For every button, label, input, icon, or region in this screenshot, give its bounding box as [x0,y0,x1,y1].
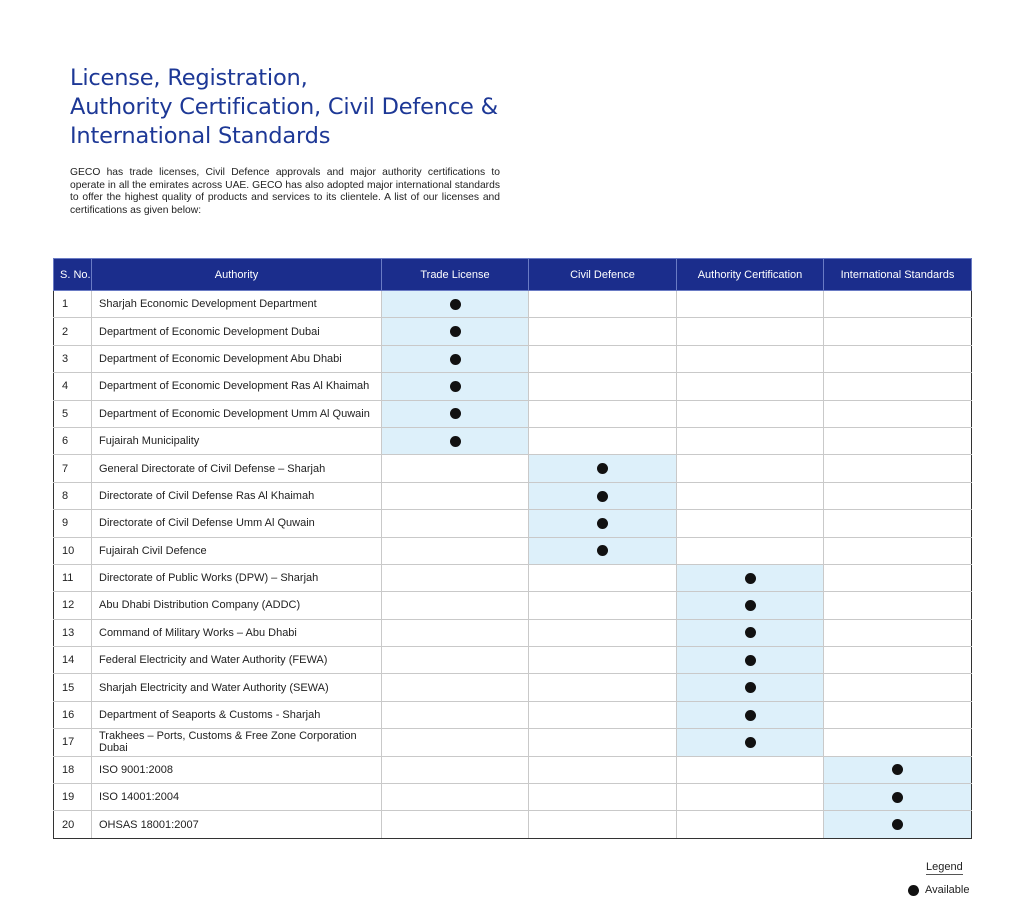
authority-certification-cell [677,345,824,372]
table-row [54,373,972,400]
authority-name: Federal Electricity and Water Authority (FEWA) [92,647,382,674]
title-line-1: License, Registration, [70,65,308,91]
available-dot-icon [450,436,461,447]
authority-certification-cell [677,510,824,537]
civil-defence-cell [529,619,677,646]
header-international-standards: International Standards [824,259,972,291]
authority-name: Directorate of Civil Defense Ras Al Khaimah [92,482,382,509]
table-row [54,701,972,728]
trade-license-cell [382,784,529,811]
header-trade-license: Trade License [382,259,529,291]
international-standards-cell [824,400,972,427]
table-row [54,455,972,482]
international-standards-cell [824,427,972,454]
row-number: 20 [54,811,92,838]
trade-license-cell [382,400,529,427]
civil-defence-cell [529,345,677,372]
authority-certification-cell [677,400,824,427]
civil-defence-cell [529,647,677,674]
table-row [54,318,972,345]
authority-name: Trakhees – Ports, Customs & Free Zone Corporation Dubai [92,729,382,756]
authority-name: Department of Economic Development Dubai [92,318,382,345]
authority-name: ISO 9001:2008 [92,756,382,783]
legend-available-label: Available [925,884,970,896]
authority-name: Directorate of Public Works (DPW) – Sharjah [92,564,382,591]
trade-license-cell [382,592,529,619]
international-standards-cell [824,455,972,482]
authority-name: Sharjah Electricity and Water Authority (SEWA) [92,674,382,701]
available-dot-icon [597,491,608,502]
authority-name: Abu Dhabi Distribution Company (ADDC) [92,592,382,619]
table-row [54,592,972,619]
civil-defence-cell [529,373,677,400]
trade-license-cell [382,756,529,783]
row-number: 19 [54,784,92,811]
trade-license-cell [382,811,529,838]
trade-license-cell [382,345,529,372]
legend-title: Legend [926,861,963,873]
authority-name: Fujairah Civil Defence [92,537,382,564]
available-dot-icon [745,627,756,638]
available-dot-icon [745,573,756,584]
available-dot-icon [450,354,461,365]
authority-certification-cell [677,674,824,701]
civil-defence-cell [529,455,677,482]
civil-defence-cell [529,784,677,811]
civil-defence-cell [529,400,677,427]
certification-table [53,258,972,839]
authority-name: Fujairah Municipality [92,427,382,454]
civil-defence-cell [529,427,677,454]
table-header-row [54,259,972,291]
available-dot-icon [745,737,756,748]
trade-license-cell [382,427,529,454]
filled-circle-icon [908,885,919,896]
trade-license-cell [382,701,529,728]
legend-item-available [908,884,969,896]
trade-license-cell [382,482,529,509]
international-standards-cell [824,373,972,400]
available-dot-icon [597,463,608,474]
authority-name: Department of Economic Development Umm Al Quwain [92,400,382,427]
table-row [54,291,972,318]
trade-license-cell [382,564,529,591]
row-number: 7 [54,455,92,482]
international-standards-cell [824,619,972,646]
international-standards-cell [824,674,972,701]
authority-certification-cell [677,291,824,318]
row-number: 8 [54,482,92,509]
available-dot-icon [597,518,608,529]
trade-license-cell [382,373,529,400]
row-number: 2 [54,318,92,345]
trade-license-cell [382,318,529,345]
international-standards-cell [824,510,972,537]
trade-license-cell [382,674,529,701]
row-number: 17 [54,729,92,756]
table-row [54,564,972,591]
row-number: 10 [54,537,92,564]
authority-certification-cell [677,811,824,838]
table-body [54,291,972,839]
civil-defence-cell [529,592,677,619]
available-dot-icon [450,326,461,337]
civil-defence-cell [529,811,677,838]
authority-certification-cell [677,537,824,564]
international-standards-cell [824,318,972,345]
available-dot-icon [892,792,903,803]
row-number: 9 [54,510,92,537]
row-number: 14 [54,647,92,674]
intro-paragraph: GECO has trade licenses, Civil Defence approvals and major authority certifications to operate in all the emirates across UAE. GECO has also adopted major international standards to offer the highest quality of products and services to its clientele. A list of our licenses and certifications as given below: [70,167,500,216]
civil-defence-cell [529,537,677,564]
international-standards-cell [824,482,972,509]
civil-defence-cell [529,510,677,537]
title-line-3: International Standards [70,123,331,149]
civil-defence-cell [529,318,677,345]
row-number: 15 [54,674,92,701]
row-number: 16 [54,701,92,728]
available-dot-icon [450,299,461,310]
civil-defence-cell [529,291,677,318]
civil-defence-cell [529,482,677,509]
row-number: 1 [54,291,92,318]
header-authority-certification: Authority Certification [677,259,824,291]
table-row [54,784,972,811]
authority-certification-cell [677,756,824,783]
row-number: 6 [54,427,92,454]
table-row [54,482,972,509]
available-dot-icon [745,710,756,721]
available-dot-icon [745,600,756,611]
table-row [54,510,972,537]
available-dot-icon [892,764,903,775]
authority-name: ISO 14001:2004 [92,784,382,811]
civil-defence-cell [529,756,677,783]
international-standards-cell [824,811,972,838]
authority-name: Command of Military Works – Abu Dhabi [92,619,382,646]
trade-license-cell [382,729,529,756]
table-row [54,811,972,838]
table-row [54,674,972,701]
row-number: 13 [54,619,92,646]
trade-license-cell [382,537,529,564]
row-number: 12 [54,592,92,619]
civil-defence-cell [529,564,677,591]
authority-certification-cell [677,619,824,646]
table-row [54,756,972,783]
authority-certification-cell [677,784,824,811]
authority-name: Sharjah Economic Development Department [92,291,382,318]
international-standards-cell [824,729,972,756]
row-number: 5 [54,400,92,427]
international-standards-cell [824,345,972,372]
authority-certification-cell [677,701,824,728]
authority-certification-cell [677,729,824,756]
row-number: 11 [54,564,92,591]
header-sno: S. No. [54,259,92,291]
authority-certification-cell [677,373,824,400]
authority-name: Directorate of Civil Defense Umm Al Quwain [92,510,382,537]
header-authority: Authority [92,259,382,291]
authority-name: OHSAS 18001:2007 [92,811,382,838]
trade-license-cell [382,455,529,482]
authority-certification-cell [677,427,824,454]
international-standards-cell [824,701,972,728]
table-row [54,729,972,756]
table-row [54,537,972,564]
international-standards-cell [824,537,972,564]
authority-name: Department of Seaports & Customs - Sharjah [92,701,382,728]
available-dot-icon [450,408,461,419]
international-standards-cell [824,564,972,591]
row-number: 4 [54,373,92,400]
available-dot-icon [745,682,756,693]
international-standards-cell [824,291,972,318]
authority-certification-cell [677,482,824,509]
civil-defence-cell [529,674,677,701]
available-dot-icon [745,655,756,666]
civil-defence-cell [529,701,677,728]
authority-certification-cell [677,647,824,674]
authority-certification-cell [677,592,824,619]
table-row [54,427,972,454]
available-dot-icon [892,819,903,830]
authority-certification-cell [677,564,824,591]
civil-defence-cell [529,729,677,756]
international-standards-cell [824,647,972,674]
page-title [70,64,670,151]
authority-certification-cell [677,455,824,482]
table-row [54,345,972,372]
available-dot-icon [597,545,608,556]
row-number: 18 [54,756,92,783]
title-line-2: Authority Certification, Civil Defence & [70,94,498,120]
authority-name: General Directorate of Civil Defense – Sharjah [92,455,382,482]
table-row [54,400,972,427]
row-number: 3 [54,345,92,372]
trade-license-cell [382,647,529,674]
table-row [54,647,972,674]
trade-license-cell [382,619,529,646]
table-row [54,619,972,646]
authority-certification-cell [677,318,824,345]
available-dot-icon [450,381,461,392]
header-civil-defence: Civil Defence [529,259,677,291]
international-standards-cell [824,592,972,619]
international-standards-cell [824,756,972,783]
trade-license-cell [382,510,529,537]
international-standards-cell [824,784,972,811]
trade-license-cell [382,291,529,318]
authority-name: Department of Economic Development Abu Dhabi [92,345,382,372]
authority-name: Department of Economic Development Ras Al Khaimah [92,373,382,400]
